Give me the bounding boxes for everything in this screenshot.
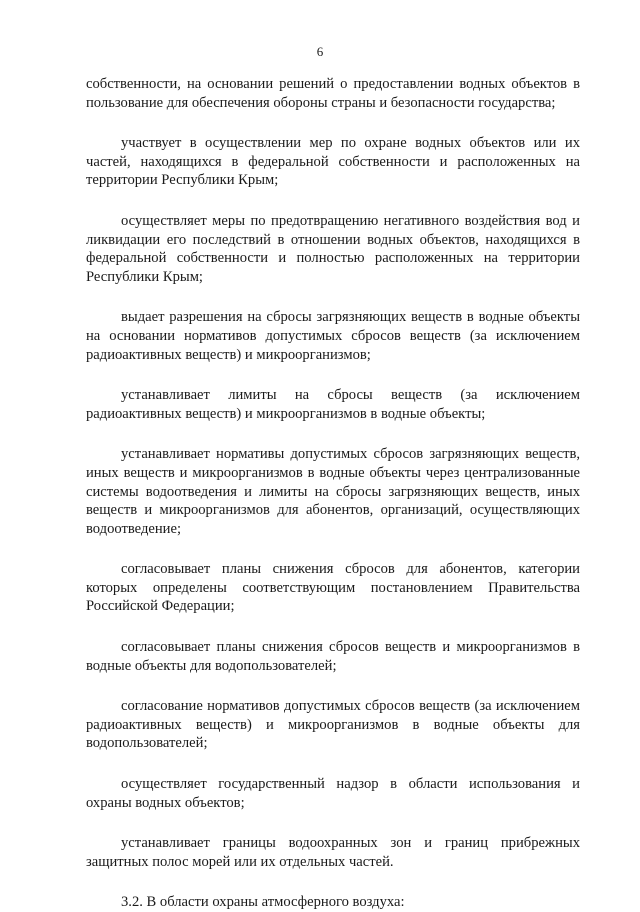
paragraph-discharge-limits: устанавливает лимиты на сбросы веществ (за исключением радиоактивных веществ) и микроорганизмов в водные объекты; xyxy=(86,387,580,422)
paragraph-discharge-permits: выдает разрешения на сбросы загрязняющих веществ в водные объекты на основании нормативов допустимых сбросов веществ (за исключением радиоактивных веществ) и микроорганизмов; xyxy=(86,309,580,363)
page-number: 6 xyxy=(316,44,324,59)
document-body xyxy=(86,75,580,912)
paragraph-reduction-plans-users: согласовывает планы снижения сбросов веществ и микроорганизмов в водные объекты для водопользователей; xyxy=(86,639,580,674)
paragraph-water-protection: участвует в осуществлении мер по охране водных объектов или их частей, находящихся в федеральной собственности и расположенных на территории Республики Крым; xyxy=(86,135,580,189)
paragraph-continuation: собственности, на основании решений о предоставлении водных объектов в пользование для обеспечения обороны страны и безопасности государства; xyxy=(86,76,580,111)
paragraph-negative-impact: осуществляет меры по предотвращению негативного воздействия вод и ликвидации его последствий в отношении водных объектов, находящихся в федеральной собственности и полностью расположенных на территории Республики Крым; xyxy=(86,212,580,285)
paragraph-reduction-plans-subscribers: согласовывает планы снижения сбросов для абонентов, категории которых определены соответствующим постановлением Правительства Российской Федерации; xyxy=(86,561,580,615)
paragraph-norms-approval: согласование нормативов допустимых сбросов веществ (за исключением радиоактивных веществ) и микроорганизмов в водные объекты для водопользователей; xyxy=(86,698,580,752)
section-heading: 3.2. В области охраны атмосферного воздуха: xyxy=(121,894,405,911)
paragraph-discharge-norms: устанавливает нормативы допустимых сбросов загрязняющих веществ, иных веществ и микроорганизмов в водные объекты через централизованные системы водоотведения и лимиты на сбросы загрязняющих веществ, иных веществ и микроорганизмов для абонентов, организаций, осуществляющих водоотведение; xyxy=(86,446,580,537)
paragraph-state-supervision: осуществляет государственный надзор в области использования и охраны водных объектов; xyxy=(86,776,580,811)
paragraph-protection-zones: устанавливает границы водоохранных зон и границ прибрежных защитных полос морей или их отдельных частей. xyxy=(86,835,580,870)
